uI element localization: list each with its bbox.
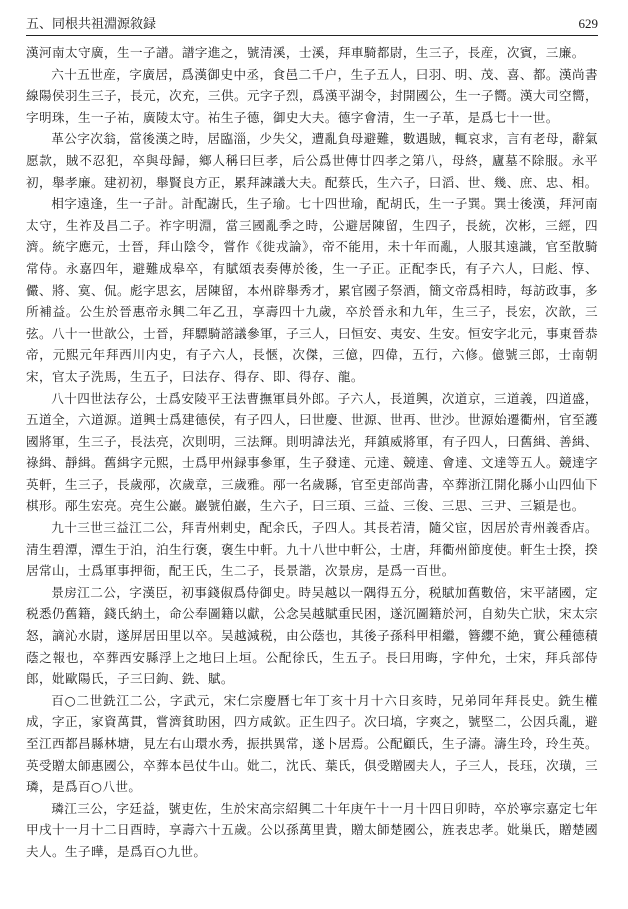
body-paragraph: 璘江三公，字廷益，號吏佐，生於宋高宗紹興二十年庚午十一月十四日卯時，卒於寧宗嘉定七年甲戌十一月十二日酉時，享壽六十五歲。公以孫萬里貴，贈太師楚國公，旌表忠孝。妣巢氏，贈楚國夫人。生子曄，是爲百○九世。 — [26, 800, 598, 859]
body-paragraph: 景房江二公，字漢臣，初事錢俶爲侍御史。時吴越以一隅得五分，税賦加舊數倍，宋平諸國，定税悉仍舊籍，錢氏納土，命公奉圖籍以獻，公念吴越賦重民困，遂沉圖籍於河，自劾失亡狀，宋太宗怒，謫沁水尉，遂屏居田里以卒。吴越減税，由公蔭也，其後子孫科甲相繼，簪纓不絶，實公種德積蔭之報也，卒葬西安縣浮上之地曰上垣。公配徐氏，生五子。長曰用晦，字仲允，士宋，拜兵部侍郎，妣歐陽氏，子三曰鉤、銑、賦。 — [26, 584, 598, 687]
body-paragraph: 六十五世産，字廣居，爲漢御史中丞，食邑二千户，生子五人，曰羽、明、茂、喜、都。漢尚書線陽侯羽生三子，長元，次充，三供。元字子烈，爲漢平湖令，封開國公，生一子嚮。漢大司空嚮，字明珠，生一子祐，廣陵太守。祐生子德，御史大夫。德字會清，生一子革，是爲七十一世。 — [26, 66, 598, 125]
running-section-title: 五、同根共祖淵源敘録 — [26, 17, 157, 32]
body-paragraph: 九十三世三益江二公，拜青州剌史，配余氏，子四人。其長若清，隨父宦，因居於青州義香店。清生碧潭，潭生于泊，泊生行褒，褒生中軒。九十八世中軒公，士唐，拜衢州節度使。軒生士揆，揆居常山，士爲軍事押衙，配王氏，生二子，長景諧，次景房，是爲一百世。 — [26, 520, 598, 579]
body-paragraph: 相字遠逢，生一子計。計配謝氏，生子瑜。七十四世瑜，配胡氏，生一子巽。巽士後漢，拜河南太守，生祚及昌二子。祚字明淵，當三國亂季之時，公避居陳留，生四子，長統，次彬，三經，四濟。統字應元，士晉，拜山陰令，嘗作《徙戎論》，帝不能用，未十年而亂，人服其遠識，官至散騎常侍。永嘉四年，避難成皋卒，有賦頌表奏傳於後，生一子正。正配李氏，有子六人，曰彪、惇、儼、將、寞、侃。彪字思玄，居陳留，本州辟舉秀才，累官國子祭酒，簡文帝爲相時，每訪政事，多所補益。公生於晉惠帝永興二年乙丑，享壽四十九歲，卒於晉永和九年，生三子，長宏，次歆，三弦。八十一世歆公，士晉，拜驃騎諮議參軍，子三人，曰恒安、夷安、生安。恒安字北元，事東晉恭帝，元熙元年拜西川内史，有子六人，長愜，次傑，三億，四偉，五行，六修。億號三郎，士南朝宋，官太子洗馬，生五子，曰法存、得存、即、得存、龍。 — [26, 196, 598, 384]
page-header — [26, 12, 598, 32]
body-paragraph: 八十四世法存公，士爲安陵平王法曹撫軍員外郎。子六人，長道興，次道京，三道義，四道盛，五道全，六道源。道興士爲建德侯，有子四人，曰世慶、世源、世再、世沙。世源始遷衢州，官至護國將軍，生三子，長法亮，次則明，三法輝。則明諱法光，拜鎮威將軍，有子四人，曰舊緝、善緝、祿緝、靜緝。舊緝字元熙，士爲甲州録事參軍，生子發達、元達、競達、會達、文達等五人。競達字英軒，生三子，長歲邴，次歲章，三歲雅。邴一名歲縣，官至吏部尚書，卒葬浙江開化縣小山四仙下棋形。邴生宏亮。亮生公巖。巖號伯巖，生六子，曰三頊、三益、三俊、三思、三尹、三穎是也。 — [26, 390, 598, 514]
page-body — [26, 42, 598, 863]
header-rule — [26, 35, 598, 36]
body-paragraph: 漢河南太守廣，生一子譜。譜字進之，號清溪，士溪，拜車騎都尉，生三子，長産，次賓，三廉。 — [26, 45, 585, 60]
page-number: 629 — [578, 16, 598, 31]
body-paragraph: 革公字次翁，當後漢之時，居臨淄，少失父，遭亂負母避難，數遇賊，輒哀求，言有老母，辭氣愿款，賊不忍犯，卒與母歸，鄉人稱曰巨孝，后公爲世傳廿四孝之第八，母終，廬墓不除服。永平初，舉孝廉。建初初，舉賢良方正，累拜諫議大夫。配蔡氏，生六子，曰滔、世、幾、庶、忠、相。 — [26, 131, 598, 190]
body-paragraph: 百○二世銑江二公，字武元，宋仁宗慶曆七年丁亥十月十六日亥時，兄弟同年拜長史。銑生權成，字正，家資萬貫，嘗濟貧助困，四方咸欽。正生四子。次曰塙，字爽之，號堅二，公因兵亂，避至江西都昌縣林塘，見左右山環水秀，振拱異常，遂卜居焉。公配顧氏，生子濤。濤生玲，玲生英。英受贈太師惠國公，卒葬本邑仗牛山。妣二，沈氏、葉氏，俱受贈國夫人，子三人，長珏，次璜，三璘，是爲百○八世。 — [26, 692, 598, 795]
